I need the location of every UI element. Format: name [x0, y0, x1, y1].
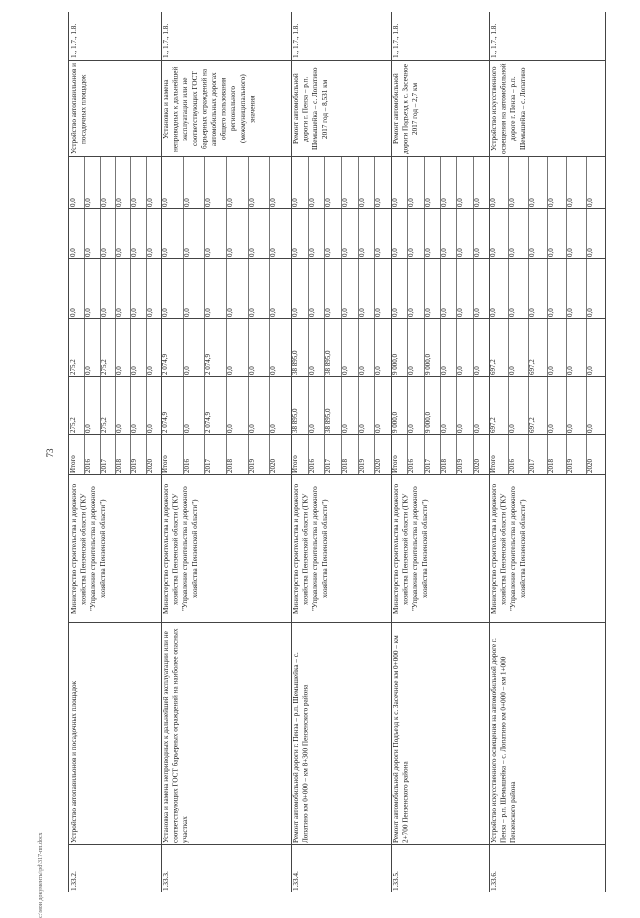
cell-result [161, 60, 291, 157]
cell-extra [291, 156, 391, 209]
event-number: 1.33.2. [70, 871, 78, 891]
amount-value: 9 000,0 [423, 354, 432, 375]
amount-value: 0,0 [115, 248, 123, 257]
amount-value: 0,0 [307, 366, 316, 375]
year-label: 2020 [374, 459, 383, 473]
amount-value: 697,2 [527, 359, 536, 375]
amount-value: 0,0 [547, 248, 555, 257]
amount-value: 0,0 [341, 308, 349, 317]
amount-value: 0,0 [145, 308, 154, 317]
cell-executor [391, 474, 489, 623]
amount-value: 38 895,0 [291, 350, 299, 375]
amount-value: 0,0 [585, 198, 594, 207]
year-label: Итого [489, 455, 497, 473]
amount-value: 0,0 [247, 248, 256, 257]
cell-years [391, 434, 489, 475]
amount-value: 0,0 [374, 424, 383, 433]
amount-value: 9 000,0 [391, 412, 399, 433]
cell-executor [69, 474, 161, 623]
amount-value: 0,0 [269, 198, 278, 207]
amount-value: 0,0 [84, 424, 93, 433]
indicator-refs: 1., 1.7., 1.8. [490, 23, 498, 58]
amount-value: 0,0 [247, 424, 256, 433]
cell-event [489, 622, 605, 845]
amount-value: 0,0 [291, 248, 299, 257]
year-label: 2020 [585, 459, 594, 473]
cell-total [161, 376, 291, 435]
amount-value: 0,0 [69, 198, 77, 207]
year-label: 2017 [324, 459, 333, 473]
amount-value: 0,0 [130, 248, 139, 257]
event-name: Ремонт автомобильной дороги Подъезд к с. Засечное км 0+000 – км 2+700 Пензенского района [392, 635, 410, 843]
year-label: 2020 [472, 459, 481, 473]
amount-value: 0,0 [226, 424, 234, 433]
year-label: Итого [69, 455, 77, 473]
cell-indicators [69, 12, 161, 60]
amount-value: 0,0 [472, 248, 481, 257]
amount-value: 0,0 [247, 198, 256, 207]
year-label: 2016 [307, 459, 316, 473]
year-label: 2016 [182, 459, 191, 473]
cell-executor [489, 474, 605, 623]
amount-value: 0,0 [269, 308, 278, 317]
page-number: 73 [45, 448, 55, 458]
amount-value: 0,0 [115, 366, 123, 375]
amount-value: 0,0 [307, 308, 316, 317]
amount-value: 38 895,0 [324, 408, 333, 433]
amount-value: 0,0 [547, 424, 555, 433]
amount-value: 0,0 [547, 198, 555, 207]
year-label: 2018 [341, 459, 349, 473]
amount-value: 0,0 [341, 198, 349, 207]
responsible-executor: Министерство строительства и дорожного хозяйства Пензенской области (ГКУ "Управление строительства и дорожного хозяйства Пензенской области") [490, 483, 527, 615]
year-label: 2017 [204, 459, 213, 473]
year-label: Итого [391, 455, 399, 473]
year-label: 2017 [423, 459, 432, 473]
amount-value: 0,0 [456, 424, 465, 433]
amount-value: 0,0 [341, 248, 349, 257]
amount-value: 0,0 [115, 308, 123, 317]
cell-municipal [391, 208, 489, 259]
cell-id [69, 844, 161, 893]
event-name: Установка и замена неприводных к дальнейшей эксплуатации или не соответствующих ГОСТ барьерных ограждений на наиболее опасных участках [162, 628, 190, 843]
cell-total [489, 376, 605, 435]
year-label: 2018 [440, 459, 448, 473]
cell-event [161, 622, 291, 845]
amount-value: 0,0 [69, 308, 77, 317]
amount-value: 0,0 [84, 366, 93, 375]
year-label: 2018 [115, 459, 123, 473]
year-label: Итого [291, 455, 299, 473]
cell-federal [69, 258, 161, 319]
amount-value: 9 000,0 [423, 412, 432, 433]
amount-value: 275,2 [69, 417, 77, 433]
year-label: 2016 [508, 459, 517, 473]
amount-value: 0,0 [527, 308, 536, 317]
year-label: 2019 [130, 459, 139, 473]
cell-years [291, 434, 391, 475]
amount-value: 0,0 [99, 198, 108, 207]
amount-value: 0,0 [269, 248, 278, 257]
amount-value: 0,0 [423, 248, 432, 257]
amount-value: 0,0 [547, 308, 555, 317]
cell-municipal [161, 208, 291, 259]
expected-result: Устройство автопавильонов и посадочных площадок [70, 63, 88, 155]
amount-value: 697,2 [527, 417, 536, 433]
responsible-executor: Министерство строительства и дорожного хозяйства Пензенской области (ГКУ "Управление строительства и дорожного хозяйства Пензенской области") [392, 483, 429, 615]
amount-value: 2 074,9 [204, 354, 213, 375]
amount-value: 0,0 [182, 308, 191, 317]
amount-value: 0,0 [247, 308, 256, 317]
amount-value: 0,0 [456, 308, 465, 317]
amount-value: 0,0 [84, 308, 93, 317]
amount-value: 0,0 [374, 308, 383, 317]
amount-value: 0,0 [99, 248, 108, 257]
amount-value: 0,0 [130, 308, 139, 317]
cell-federal [489, 258, 605, 319]
amount-value: 0,0 [291, 308, 299, 317]
year-label: 2018 [226, 459, 234, 473]
cell-regional [489, 318, 605, 377]
amount-value: 0,0 [115, 198, 123, 207]
indicator-refs: 1., 1.7., 1.8. [162, 23, 170, 58]
year-label: Итого [161, 455, 169, 473]
cell-years [69, 434, 161, 475]
cell-extra [489, 156, 605, 209]
amount-value: 0,0 [161, 198, 169, 207]
amount-value: 0,0 [307, 198, 316, 207]
amount-value: 9 000,0 [391, 354, 399, 375]
amount-value: 0,0 [204, 308, 213, 317]
amount-value: 0,0 [182, 198, 191, 207]
expected-result: Ремонт автомобильной дороги Подъезд к с. Засечное 2017 год – 2,7 км [392, 64, 420, 154]
amount-value: 0,0 [182, 424, 191, 433]
event-number: 1.33.5. [392, 871, 400, 891]
amount-value: 0,0 [407, 308, 416, 317]
amount-value: 0,0 [407, 424, 416, 433]
cell-regional [161, 318, 291, 377]
amount-value: 0,0 [440, 198, 448, 207]
cell-extra [161, 156, 291, 209]
responsible-executor: Министерство строительства и дорожного хозяйства Пензенской области (ГКУ "Управление строительства и дорожного хозяйства Пензенской области") [292, 483, 329, 615]
table-row [291, 12, 392, 892]
amount-value: 697,2 [489, 359, 497, 375]
amount-value: 0,0 [456, 366, 465, 375]
amount-value: 2 074,9 [161, 354, 169, 375]
amount-value: 0,0 [357, 366, 366, 375]
amount-value: 0,0 [391, 248, 399, 257]
amount-value: 0,0 [566, 248, 575, 257]
cell-result [489, 60, 605, 157]
amount-value: 0,0 [472, 424, 481, 433]
cell-indicators [161, 12, 291, 60]
amount-value: 0,0 [423, 198, 432, 207]
cell-extra [69, 156, 161, 209]
table-row [161, 12, 292, 892]
cell-indicators [291, 12, 391, 60]
cell-executor [291, 474, 391, 623]
cell-indicators [489, 12, 605, 60]
cell-indicators [391, 12, 489, 60]
amount-value: 0,0 [341, 424, 349, 433]
amount-value: 0,0 [226, 366, 234, 375]
cell-municipal [489, 208, 605, 259]
year-label: 2016 [84, 459, 93, 473]
amount-value: 0,0 [440, 308, 448, 317]
amount-value: 0,0 [374, 248, 383, 257]
expected-result: Устройство искусственного освещения на автомобильной дороге г. Пенза – р.п. Шемышейка – с. Лопатино [490, 63, 527, 155]
year-label: 2019 [456, 459, 465, 473]
cell-executor [161, 474, 291, 623]
amount-value: 38 895,0 [324, 350, 333, 375]
cell-municipal [69, 208, 161, 259]
cell-total [291, 376, 391, 435]
event-name: Устройство искусственного освещения на автомобильной дороге г. Пенза – р.п. Шемышейка – с. Лопатино км 0+000 – км 1+000 Пензенского района [490, 638, 518, 843]
cell-id [161, 844, 291, 893]
amount-value: 0,0 [145, 424, 154, 433]
expected-result: Ремонт автомобильной дороги г. Пенза – р.п. Шемышейка – с. Лопатино 2017 год – 8,531 км [292, 67, 329, 151]
amount-value: 0,0 [204, 198, 213, 207]
year-label: 2016 [407, 459, 416, 473]
amount-value: 0,0 [407, 248, 416, 257]
amount-value: 0,0 [130, 424, 139, 433]
amount-value: 0,0 [226, 248, 234, 257]
year-label: 2020 [269, 459, 278, 473]
amount-value: 0,0 [374, 366, 383, 375]
amount-value: 0,0 [226, 308, 234, 317]
amount-value: 0,0 [440, 424, 448, 433]
cell-federal [291, 258, 391, 319]
amount-value: 0,0 [182, 248, 191, 257]
event-number: 1.33.4. [292, 871, 300, 891]
table-row [489, 12, 605, 892]
amount-value: 0,0 [226, 198, 234, 207]
amount-value: 697,2 [489, 417, 497, 433]
cell-years [489, 434, 605, 475]
cell-event [291, 622, 391, 845]
table-row [391, 12, 490, 892]
amount-value: 0,0 [204, 248, 213, 257]
footer-file-path: c:\мои документы\pd\317-пп.docx [38, 832, 44, 918]
amount-value: 0,0 [527, 198, 536, 207]
cell-id [489, 844, 605, 893]
indicator-refs: 1., 1.7., 1.8. [392, 23, 400, 58]
amount-value: 0,0 [341, 366, 349, 375]
amount-value: 0,0 [374, 198, 383, 207]
amount-value: 0,0 [566, 198, 575, 207]
amount-value: 0,0 [99, 308, 108, 317]
amount-value: 0,0 [508, 308, 517, 317]
amount-value: 0,0 [456, 248, 465, 257]
event-number: 1.33.6. [490, 871, 498, 891]
indicator-refs: 1., 1.7., 1.8. [292, 23, 300, 58]
amount-value: 0,0 [115, 424, 123, 433]
amount-value: 0,0 [391, 198, 399, 207]
amount-value: 0,0 [145, 248, 154, 257]
cell-regional [391, 318, 489, 377]
amount-value: 0,0 [508, 248, 517, 257]
amount-value: 275,2 [99, 417, 108, 433]
amount-value: 2 074,9 [161, 412, 169, 433]
responsible-executor: Министерство строительства и дорожного хозяйства Пензенской области (ГКУ "Управление строительства и дорожного хозяйства Пензенской области") [70, 483, 107, 615]
amount-value: 0,0 [585, 366, 594, 375]
cell-extra [391, 156, 489, 209]
amount-value: 0,0 [472, 308, 481, 317]
amount-value: 0,0 [269, 366, 278, 375]
year-label: 2019 [357, 459, 366, 473]
amount-value: 0,0 [585, 308, 594, 317]
table-row [69, 12, 162, 892]
program-table [68, 12, 606, 892]
amount-value: 275,2 [99, 359, 108, 375]
amount-value: 0,0 [508, 198, 517, 207]
amount-value: 0,0 [357, 308, 366, 317]
amount-value: 0,0 [489, 248, 497, 257]
amount-value: 0,0 [324, 248, 333, 257]
cell-federal [391, 258, 489, 319]
amount-value: 0,0 [357, 198, 366, 207]
indicator-refs: 1., 1.7., 1.8. [70, 23, 78, 58]
cell-result [291, 60, 391, 157]
amount-value: 0,0 [508, 424, 517, 433]
cell-federal [161, 258, 291, 319]
amount-value: 0,0 [407, 198, 416, 207]
amount-value: 0,0 [440, 248, 448, 257]
amount-value: 0,0 [130, 366, 139, 375]
amount-value: 0,0 [489, 308, 497, 317]
amount-value: 0,0 [527, 248, 536, 257]
amount-value: 0,0 [161, 308, 169, 317]
cell-event [69, 622, 161, 845]
amount-value: 0,0 [423, 308, 432, 317]
year-label: 2017 [527, 459, 536, 473]
amount-value: 0,0 [247, 366, 256, 375]
year-label: 2019 [566, 459, 575, 473]
amount-value: 0,0 [407, 366, 416, 375]
cell-municipal [291, 208, 391, 259]
cell-id [391, 844, 489, 893]
cell-id [291, 844, 391, 893]
year-label: 2019 [247, 459, 256, 473]
amount-value: 275,2 [69, 359, 77, 375]
amount-value: 0,0 [489, 198, 497, 207]
year-label: 2017 [99, 459, 108, 473]
amount-value: 0,0 [69, 248, 77, 257]
amount-value: 2 074,9 [204, 412, 213, 433]
amount-value: 0,0 [566, 366, 575, 375]
amount-value: 0,0 [161, 248, 169, 257]
amount-value: 0,0 [391, 308, 399, 317]
event-name: Ремонт автомобильной дороги г. Пенза – р.п. Шемышейка – с. Лопатино км 0+000 – км 8+300 Пензенского района [292, 652, 310, 843]
cell-event [391, 622, 489, 845]
amount-value: 0,0 [84, 198, 93, 207]
amount-value: 0,0 [84, 248, 93, 257]
amount-value: 0,0 [291, 198, 299, 207]
amount-value: 0,0 [472, 366, 481, 375]
amount-value: 0,0 [307, 424, 316, 433]
cell-regional [291, 318, 391, 377]
amount-value: 0,0 [508, 366, 517, 375]
amount-value: 0,0 [585, 248, 594, 257]
amount-value: 0,0 [324, 198, 333, 207]
amount-value: 0,0 [357, 424, 366, 433]
amount-value: 0,0 [130, 198, 139, 207]
amount-value: 0,0 [324, 308, 333, 317]
amount-value: 0,0 [145, 198, 154, 207]
cell-total [69, 376, 161, 435]
year-label: 2020 [145, 459, 154, 473]
responsible-executor: Министерство строительства и дорожного хозяйства Пензенской области (ГКУ "Управление строительства и дорожного хозяйства Пензенской области") [162, 483, 199, 615]
amount-value: 0,0 [585, 424, 594, 433]
year-label: 2018 [547, 459, 555, 473]
cell-regional [69, 318, 161, 377]
expected-result: Установка и замена неприводных к дальнейшей эксплуатации или не соответствующих ГОСТ барьерных ограждений на автомобильных дорогах общего пользования регионального (межмуниципального) значения [162, 66, 257, 152]
amount-value: 38 895,0 [291, 408, 299, 433]
amount-value: 0,0 [472, 198, 481, 207]
cell-result [69, 60, 161, 157]
event-name: Устройство автопавильонов и посадочных площадок [70, 680, 78, 843]
amount-value: 0,0 [566, 424, 575, 433]
amount-value: 0,0 [357, 248, 366, 257]
amount-value: 0,0 [456, 198, 465, 207]
cell-years [161, 434, 291, 475]
amount-value: 0,0 [269, 424, 278, 433]
cell-total [391, 376, 489, 435]
amount-value: 0,0 [547, 366, 555, 375]
amount-value: 0,0 [566, 308, 575, 317]
cell-result [391, 60, 489, 157]
amount-value: 0,0 [182, 366, 191, 375]
amount-value: 0,0 [440, 366, 448, 375]
amount-value: 0,0 [145, 366, 154, 375]
amount-value: 0,0 [307, 248, 316, 257]
event-number: 1.33.3. [162, 871, 170, 891]
